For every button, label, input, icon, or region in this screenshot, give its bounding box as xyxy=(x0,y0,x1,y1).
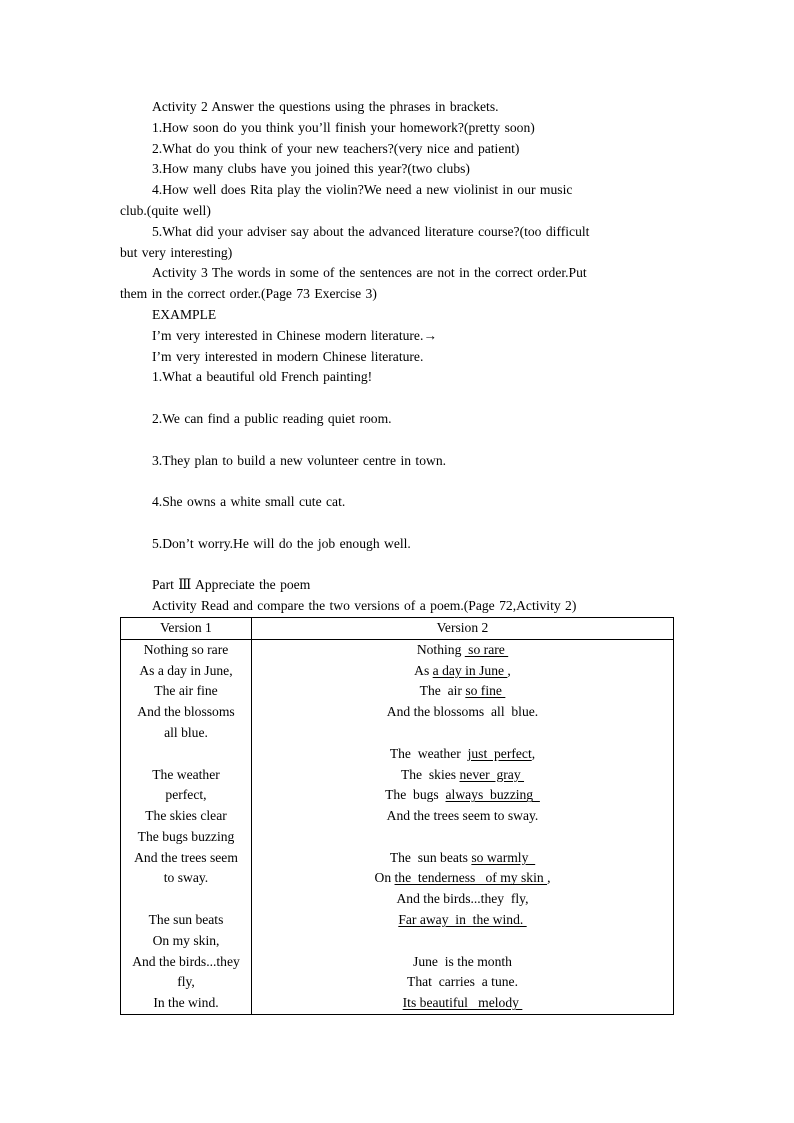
poem-line xyxy=(254,681,671,702)
poem-text: The sun beats xyxy=(389,849,472,865)
answer-blank xyxy=(120,513,673,534)
poem-text: The bugs xyxy=(385,787,446,803)
poem-line xyxy=(254,723,671,744)
poem-line xyxy=(254,931,671,952)
poem-line: The air fine xyxy=(154,683,218,699)
exercise-item: 3.They plan to build a new volunteer centre in town. xyxy=(152,452,447,468)
exercise-item: 1.What a beautiful old French painting! xyxy=(152,369,373,385)
poem-body-row xyxy=(121,639,674,1014)
order-exercise-list xyxy=(120,367,673,575)
poem-line xyxy=(254,868,671,889)
poem-line xyxy=(254,972,671,993)
poem-text: , xyxy=(547,870,551,886)
poem-text: As xyxy=(414,662,433,678)
underlined-phrase: a day in June xyxy=(432,662,508,678)
text-line: 3.How many clubs have you joined this year?(two clubs) xyxy=(152,161,470,177)
answer-blank xyxy=(120,471,673,492)
poem-line: The sun beats xyxy=(148,912,224,928)
text-line: them in the correct order.(Page 73 Exercise 3) xyxy=(120,286,377,302)
underlined-phrase: Its beautiful melody xyxy=(402,995,523,1011)
poem-line xyxy=(254,785,671,806)
part3-heading: Part Ⅲ Appreciate the poem xyxy=(152,577,311,593)
poem-text: And the birds...they fly, xyxy=(396,891,529,907)
poem-text: , xyxy=(507,662,511,678)
text-line: 2.What do you think of your new teachers?(very nice and patient) xyxy=(152,140,520,156)
poem-line xyxy=(254,640,671,661)
poem-line: Nothing so rare xyxy=(143,641,229,657)
poem-line xyxy=(254,993,671,1014)
document-page xyxy=(120,97,673,1015)
poem-line: On my skin, xyxy=(152,932,220,948)
text-line: EXAMPLE xyxy=(152,306,217,322)
exercise-item: 4.She owns a white small cute cat. xyxy=(152,494,346,510)
version1-header: Version 1 xyxy=(121,617,252,639)
text-line: 5.What did your adviser say about the advanced literature course?(too difficult xyxy=(152,223,590,239)
poem-text: That carries a tune. xyxy=(407,974,518,990)
poem-text: , xyxy=(531,745,536,761)
version1-column xyxy=(121,639,252,1014)
underlined-phrase: the tenderness of my skin xyxy=(394,870,548,886)
poem-comparison-table xyxy=(120,617,674,1015)
text-line: I’m very interested in Chinese modern literature.→ xyxy=(152,327,437,343)
version2-column xyxy=(252,639,674,1014)
text-line: 1.How soon do you think you’ll finish your homework?(pretty soon) xyxy=(152,119,535,135)
poem-line: The weather xyxy=(152,766,220,782)
poem-line xyxy=(254,827,671,848)
poem-line: The skies clear xyxy=(145,808,227,824)
part3-activity: Activity Read and compare the two versions of a poem.(Page 72,Activity 2) xyxy=(152,598,577,614)
poem-text: On xyxy=(374,870,395,886)
underlined-phrase: so warmly xyxy=(471,849,536,865)
poem-line xyxy=(254,848,671,869)
poem-text: The weather xyxy=(389,745,468,761)
poem-line xyxy=(254,910,671,931)
poem-text: And the trees seem to sway. xyxy=(386,808,539,824)
poem-line: perfect, xyxy=(165,787,207,803)
underlined-phrase: never gray xyxy=(459,766,525,782)
exercise-item: 5.Don’t worry.He will do the job enough well. xyxy=(152,535,411,551)
text-line: club.(quite well) xyxy=(120,202,211,218)
poem-text: And the blossoms all blue. xyxy=(386,704,539,720)
poem-line: And the birds...they xyxy=(132,953,240,969)
poem-line xyxy=(254,952,671,973)
underlined-phrase: always buzzing xyxy=(445,787,540,803)
text-line: 4.How well does Rita play the violin?We need a new violinist in our music xyxy=(152,182,573,198)
poem-text: The air xyxy=(419,683,466,699)
poem-line: And the trees seem xyxy=(134,849,238,865)
poem-line: As a day in June, xyxy=(139,662,233,678)
poem-line: all blue. xyxy=(164,724,208,740)
poem-text: The skies xyxy=(400,766,460,782)
poem-line: fly, xyxy=(177,974,195,990)
poem-line xyxy=(254,702,671,723)
exercise-item: 2.We can find a public reading quiet room. xyxy=(152,410,392,426)
poem-line: And the blossoms xyxy=(137,704,235,720)
answer-blank xyxy=(120,388,673,409)
version2-header: Version 2 xyxy=(252,617,674,639)
poem-text: Nothing xyxy=(416,641,465,657)
poem-line: The bugs buzzing xyxy=(137,828,235,844)
text-line: Activity 2 Answer the questions using the phrases in brackets. xyxy=(152,99,499,114)
poem-line xyxy=(123,889,249,910)
poem-line xyxy=(254,889,671,910)
text-line: but very interesting) xyxy=(120,244,233,260)
poem-line xyxy=(254,661,671,682)
intro-section xyxy=(120,97,673,367)
underlined-phrase: Far away in the wind. xyxy=(398,912,527,928)
poem-header-row xyxy=(121,617,674,639)
text-line: Activity 3 The words in some of the sentences are not in the correct order.Put xyxy=(152,265,587,281)
poem-line xyxy=(254,806,671,827)
underlined-phrase: so fine xyxy=(465,683,506,699)
answer-blank xyxy=(120,555,673,576)
poem-line xyxy=(123,744,249,765)
poem-text: June is the month xyxy=(413,953,512,969)
poem-line: In the wind. xyxy=(153,995,219,1011)
text-line: I’m very interested in modern Chinese literature. xyxy=(152,348,424,364)
underlined-phrase: so rare xyxy=(464,641,509,657)
answer-blank xyxy=(120,430,673,451)
poem-line xyxy=(254,765,671,786)
underlined-phrase: just perfect xyxy=(467,745,532,761)
poem-line xyxy=(254,744,671,765)
poem-line: to sway. xyxy=(163,870,209,886)
